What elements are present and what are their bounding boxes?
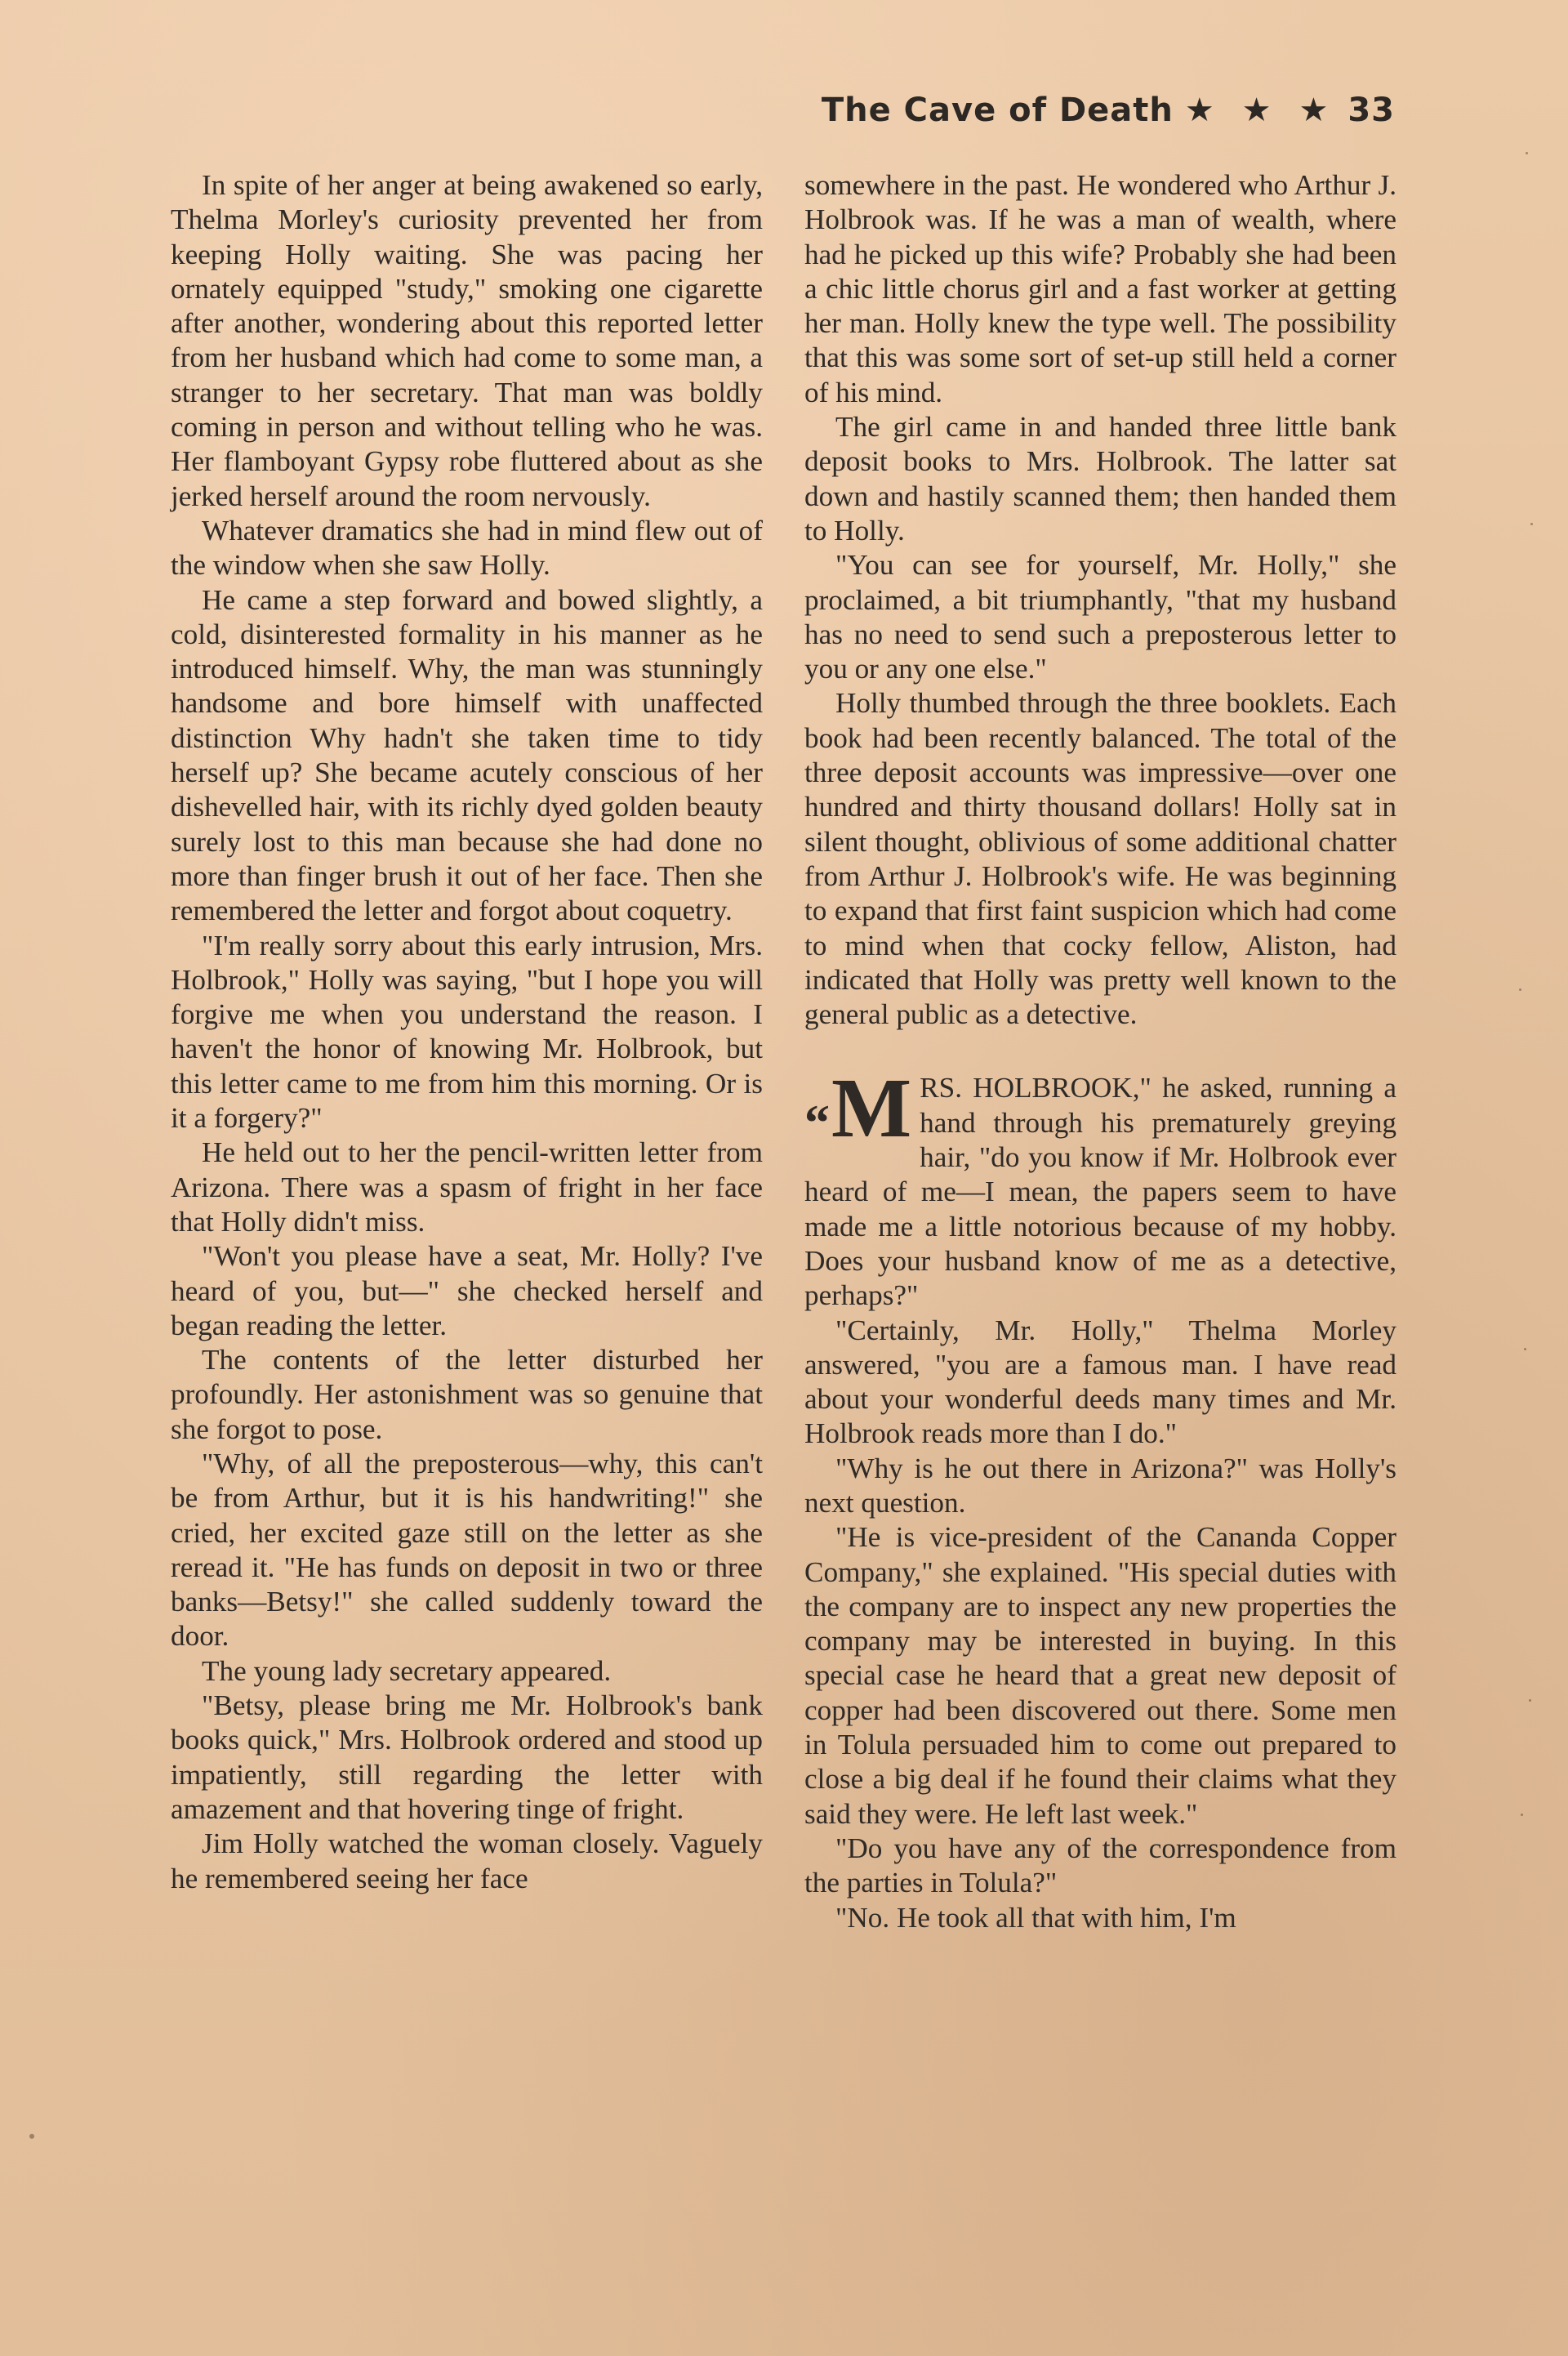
paper-speck [29,2134,34,2139]
paper-speck [1519,988,1521,991]
paragraph: "Won't you please have a seat, Mr. Holly? I've heard of you, but—" she checked herself and began reading the letter. [171,1240,763,1341]
paragraph: "He is vice-president of the Cananda Copper Company," she explained. "His special duties with the company are to inspect any new properties the company may be interested in buying. In this special case he heard that a great new deposit of copper had been discovered out there. Some men in Tolula persuaded him to come out prepared to close a big deal if he found their claims what they said they were. He left last week." [804,1521,1396,1830]
paper-speck [1529,1699,1531,1702]
paragraph: The girl came in and handed three little bank deposit books to Mrs. Holbrook. The latter sat down and hastily scanned them; then handed them to Holly. [804,411,1396,547]
paragraph: He held out to her the pencil-written letter from Arizona. There was a spasm of fright in her face that Holly didn't miss. [171,1136,763,1238]
left-column [171,168,763,1896]
magazine-story-title: The Cave of Death [821,91,1174,129]
paragraph: "I'm really sorry about this early intrusion, Mrs. Holbrook," Holly was saying, "but I hope you will forgive me when you understand the reason. I haven't the honor of knowing Mr. Holbrook, but this letter came to me from him this morning. Or is it a forgery?" [171,929,763,1135]
paper-speck [1521,1814,1523,1816]
paragraph: "Betsy, please bring me Mr. Holbrook's bank books quick," Mrs. Holbrook ordered and stood up impatiently, still regarding the letter with amazement and that hovering tinge of fright. [171,1689,763,1825]
paragraph: "Why, of all the preposterous—why, this can't be from Arthur, but it is his handwriting!" she cried, her excited gaze still on the letter as she reread it. "He has funds on deposit in two or three banks—Betsy!" she called suddenly toward the door. [171,1447,763,1653]
section-opening-paragraph [804,1061,1396,1313]
paragraph: "Why is he out there in Arizona?" was Holly's next question. [804,1452,1396,1519]
paragraph-continuation: somewhere in the past. He wondered who Arthur J. Holbrook was. If he was a man of wealth, where had he picked up this wife? Probably she had been a chic little chorus girl and a fast worker at getting her man. Holly knew the type well. The possibility that this was some sort of set-up still held a corner of his mind. [804,169,1396,408]
running-header [822,91,1395,129]
right-column [804,168,1396,1935]
paragraph: The contents of the letter disturbed her profoundly. Her astonishment was so genuine that she forgot to pose. [171,1344,763,1445]
paragraph: "No. He took all that with him, I'm [835,1901,1236,1934]
section-opening-text: RS. HOLBROOK," he asked, running a hand through his prematurely greying hair, "do you know if Mr. Holbrook ever heard of me—I mean, the papers seem to have made me a little notorious because of my hobby. Does your husband know of me as a detective, perhaps?" [804,1072,1396,1312]
star-icons: ★ ★ ★ [1184,91,1337,129]
paragraph: "You can see for yourself, Mr. Holly," she proclaimed, a bit triumphantly, "that my husband has no need to send such a preposterous letter to you or any one else." [804,549,1396,685]
paragraph: Holly thumbed through the three booklets. Each book had been recently balanced. The total of the three deposit accounts was impressive—over one hundred and thirty thousand dollars! Holly sat in silent thought, oblivious of some additional chatter from Arthur J. Holbrook's wife. He was beginning to expand that first faint suspicion which had come to mind when that cocky fellow, Aliston, had indicated that Holly was pretty well known to the general public as a detective. [804,687,1396,1031]
paper-speck [1526,152,1528,154]
paper-speck [1524,1348,1526,1350]
paragraph: He came a step forward and bowed slightly, a cold, disinterested formality in his manner as he introduced himself. Why, the man was stunningly handsome and bore himself with unaffected distinction Why hadn't she taken time to tidy herself up? She became acutely conscious of her dishevelled hair, with its richly dyed golden beauty surely lost to this man because she had done no more than finger brush it out of her face. Then she remembered the letter and forgot about coquetry. [171,583,763,927]
paragraph: Jim Holly watched the woman closely. Vaguely he remembered seeing her face [171,1827,763,1894]
paper-speck [1530,523,1533,525]
paragraph: In spite of her anger at being awakened so early, Thelma Morley's curiosity prevented her from keeping Holly waiting. She was pacing her ornately equipped "study," smoking one cigarette after another, wondering about this reported letter from her husband which had come to some man, a stranger to her secretary. That man was boldly coming in person and without telling who he was. Her flamboyant Gypsy robe fluttered about as she jerked herself around the room nervously. [171,169,763,512]
open-quote-mark: “ [804,1095,830,1152]
paragraph: The young lady secretary appeared. [202,1654,612,1687]
drop-cap-letter: “M [804,1061,912,1156]
page-number: 33 [1348,91,1395,129]
paragraph: Whatever dramatics she had in mind flew out of the window when she saw Holly. [171,514,763,582]
paragraph: "Certainly, Mr. Holly," Thelma Morley answered, "you are a famous man. I have read about your wonderful deeds many times and Mr. Holbrook reads more than I do." [804,1314,1396,1450]
paragraph: "Do you have any of the correspondence from the parties in Tolula?" [804,1832,1396,1899]
